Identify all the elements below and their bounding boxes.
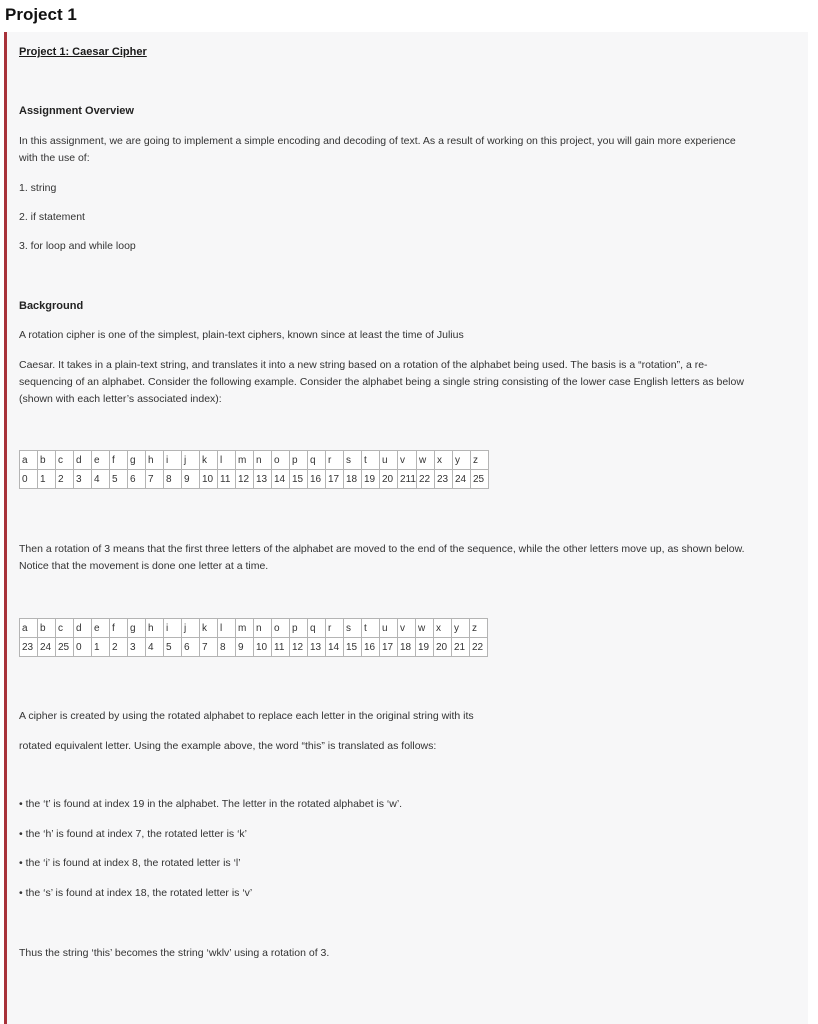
letter-cell: i	[164, 451, 182, 470]
letter-cell: x	[434, 451, 452, 470]
index-cell: 17	[326, 470, 344, 489]
index-cell: 4	[92, 470, 110, 489]
letter-cell: u	[380, 619, 398, 638]
letter-cell: w	[416, 451, 434, 470]
background-text-line-4: (shown with each letter’s associated index):	[19, 393, 222, 405]
index-cell: 12	[290, 638, 308, 657]
letter-cell: g	[128, 619, 146, 638]
letter-cell: b	[38, 451, 56, 470]
index-cell: 24	[452, 470, 470, 489]
letter-cell: l	[218, 619, 236, 638]
index-cell: 10	[200, 470, 218, 489]
table-row-indices	[20, 638, 488, 657]
index-cell: 3	[128, 638, 146, 657]
letter-cell: t	[362, 619, 380, 638]
index-cell: 25	[56, 638, 74, 657]
bullet-item-t: • the ‘t’ is found at index 19 in the alphabet. The letter in the rotated alphabet is ‘w’.	[19, 798, 403, 810]
content-panel	[4, 32, 808, 1024]
index-cell: 24	[38, 638, 56, 657]
cipher-text-line-1: A cipher is created by using the rotated alphabet to replace each letter in the original string with its	[19, 710, 474, 722]
index-cell: 0	[74, 638, 92, 657]
index-cell: 21	[452, 638, 470, 657]
cipher-text-line-2: rotated equivalent letter. Using the example above, the word “this” is translated as follows:	[19, 740, 437, 752]
letter-cell: f	[110, 451, 128, 470]
list-item-loops: 3. for loop and while loop	[19, 240, 136, 252]
index-cell: 7	[200, 638, 218, 657]
letter-cell: h	[146, 451, 164, 470]
index-cell: 22	[416, 470, 434, 489]
index-cell: 10	[254, 638, 272, 657]
letter-cell: q	[308, 451, 326, 470]
background-text-line-1: A rotation cipher is one of the simplest, plain-text ciphers, known since at least the time of Julius	[19, 329, 464, 341]
index-cell: 22	[470, 638, 488, 657]
letter-cell: h	[146, 619, 164, 638]
index-cell: 211	[398, 470, 417, 489]
letter-cell: g	[128, 451, 146, 470]
letter-cell: d	[74, 619, 92, 638]
bullet-item-i: • the ‘i’ is found at index 8, the rotated letter is ‘l’	[19, 857, 241, 869]
letter-cell: f	[110, 619, 128, 638]
index-cell: 2	[110, 638, 128, 657]
index-cell: 18	[344, 470, 362, 489]
index-cell: 3	[74, 470, 92, 489]
index-cell: 13	[308, 638, 326, 657]
letter-cell: j	[182, 451, 200, 470]
index-cell: 17	[380, 638, 398, 657]
letter-cell: s	[344, 619, 362, 638]
letter-cell: k	[200, 451, 218, 470]
conclusion-text: Thus the string ‘this’ becomes the string ‘wklv’ using a rotation of 3.	[19, 947, 330, 959]
index-cell: 11	[218, 470, 236, 489]
index-cell: 20	[380, 470, 398, 489]
index-cell: 14	[326, 638, 344, 657]
background-text-line-2: Caesar. It takes in a plain-text string, and translates it into a new string based on a rotation of the alphabet being used. The basis is a “rotation”, a re-	[19, 359, 708, 371]
index-cell: 19	[362, 470, 380, 489]
letter-cell: e	[92, 451, 110, 470]
bullet-item-s: • the ‘s’ is found at index 18, the rotated letter is ‘v’	[19, 887, 253, 899]
letter-cell: k	[200, 619, 218, 638]
list-item-string: 1. string	[19, 182, 57, 194]
letter-cell: o	[272, 451, 290, 470]
index-cell: 1	[38, 470, 56, 489]
letter-cell: n	[254, 451, 272, 470]
index-cell: 1	[92, 638, 110, 657]
index-cell: 2	[56, 470, 74, 489]
letter-cell: d	[74, 451, 92, 470]
index-cell: 6	[128, 470, 146, 489]
index-cell: 23	[20, 638, 38, 657]
letter-cell: i	[164, 619, 182, 638]
letter-cell: n	[254, 619, 272, 638]
letter-cell: c	[56, 451, 74, 470]
letter-cell: r	[326, 619, 344, 638]
overview-text-line-1: In this assignment, we are going to implement a simple encoding and decoding of text. As a result of working on this project, you will gain more experience	[19, 135, 736, 147]
index-cell: 7	[146, 470, 164, 489]
letter-cell: z	[470, 619, 488, 638]
page-title: Project 1	[5, 5, 77, 24]
index-cell: 12	[236, 470, 254, 489]
background-heading: Background	[19, 300, 84, 312]
index-cell: 19	[416, 638, 434, 657]
rotated-alphabet-table	[19, 618, 488, 657]
letter-cell: v	[398, 451, 417, 470]
letter-cell: a	[20, 619, 38, 638]
letter-cell: v	[398, 619, 416, 638]
index-cell: 9	[236, 638, 254, 657]
index-cell: 18	[398, 638, 416, 657]
table-row-indices	[20, 470, 489, 489]
index-cell: 8	[218, 638, 236, 657]
index-cell: 9	[182, 470, 200, 489]
letter-cell: y	[452, 451, 470, 470]
index-cell: 15	[290, 470, 308, 489]
letter-cell: j	[182, 619, 200, 638]
letter-cell: t	[362, 451, 380, 470]
letter-cell: q	[308, 619, 326, 638]
letter-cell: m	[236, 619, 254, 638]
letter-cell: w	[416, 619, 434, 638]
letter-cell: u	[380, 451, 398, 470]
overview-text-line-2: with the use of:	[19, 152, 90, 164]
index-cell: 11	[272, 638, 290, 657]
index-cell: 25	[470, 470, 488, 489]
letter-cell: z	[470, 451, 488, 470]
index-cell: 23	[434, 470, 452, 489]
index-cell: 14	[272, 470, 290, 489]
letter-cell: y	[452, 619, 470, 638]
index-cell: 6	[182, 638, 200, 657]
letter-cell: e	[92, 619, 110, 638]
index-cell: 4	[146, 638, 164, 657]
alphabet-index-table	[19, 450, 489, 489]
table-row-letters	[20, 451, 489, 470]
table-row-letters	[20, 619, 488, 638]
index-cell: 16	[308, 470, 326, 489]
letter-cell: m	[236, 451, 254, 470]
index-cell: 16	[362, 638, 380, 657]
list-item-if-statement: 2. if statement	[19, 211, 85, 223]
index-cell: 13	[254, 470, 272, 489]
index-cell: 0	[20, 470, 38, 489]
overview-heading: Assignment Overview	[19, 105, 134, 117]
letter-cell: b	[38, 619, 56, 638]
index-cell: 5	[110, 470, 128, 489]
index-cell: 8	[164, 470, 182, 489]
index-cell: 5	[164, 638, 182, 657]
letter-cell: p	[290, 619, 308, 638]
letter-cell: x	[434, 619, 452, 638]
background-text-line-3: sequencing of an alphabet. Consider the following example. Consider the alphabet being a single string consisting of the lower case English letters as below	[19, 376, 744, 388]
letter-cell: p	[290, 451, 308, 470]
letter-cell: o	[272, 619, 290, 638]
letter-cell: a	[20, 451, 38, 470]
letter-cell: l	[218, 451, 236, 470]
index-cell: 20	[434, 638, 452, 657]
letter-cell: s	[344, 451, 362, 470]
letter-cell: r	[326, 451, 344, 470]
rotation-text-line-2: Notice that the movement is done one letter at a time.	[19, 560, 269, 572]
rotation-text-line-1: Then a rotation of 3 means that the first three letters of the alphabet are moved to the end of the sequence, while the other letters move up, as shown below.	[19, 543, 745, 555]
letter-cell: c	[56, 619, 74, 638]
project-link[interactable]: Project 1: Caesar Cipher	[19, 46, 147, 58]
bullet-item-h: • the ‘h’ is found at index 7, the rotated letter is ‘k’	[19, 828, 247, 840]
index-cell: 15	[344, 638, 362, 657]
